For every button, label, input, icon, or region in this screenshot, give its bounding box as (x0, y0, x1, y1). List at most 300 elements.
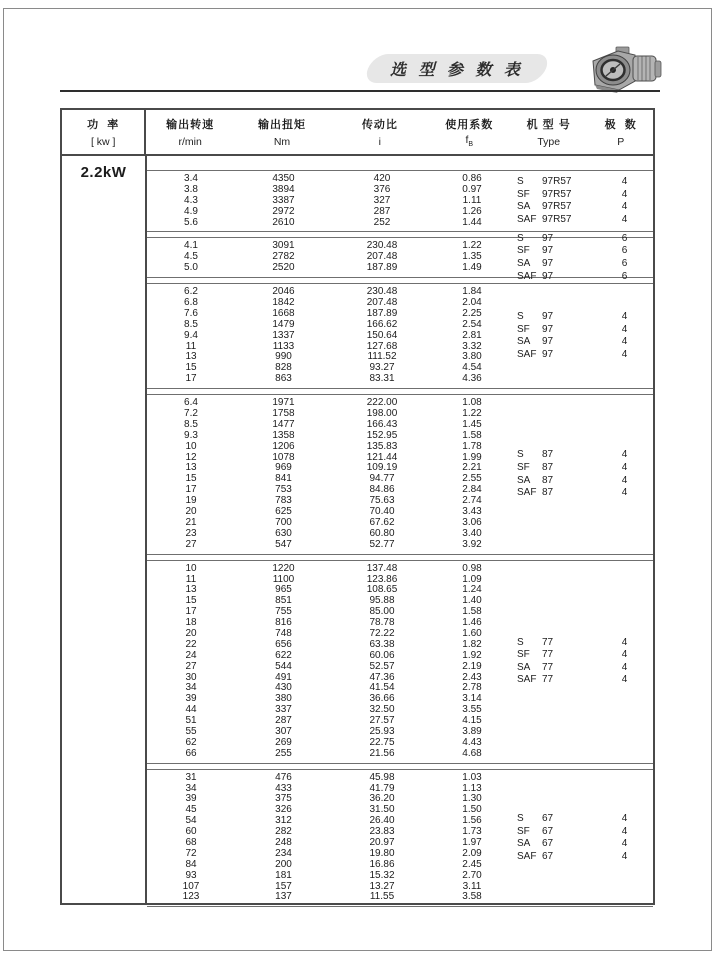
ratio-cell: 327 (373, 194, 391, 206)
header-output-speed (146, 110, 233, 154)
table-row (147, 564, 653, 575)
speed-cell: 19 (185, 495, 197, 507)
model-prefix: SF (517, 825, 530, 837)
table-row (147, 507, 653, 518)
table-row (147, 287, 653, 298)
torque-cell: 326 (275, 804, 292, 816)
speed-cell: 27 (185, 660, 197, 672)
torque-cell: 863 (275, 373, 292, 385)
header-poles-unit: P (617, 136, 625, 148)
type-row (512, 336, 657, 349)
header-output-torque (234, 110, 330, 154)
speed-cell: 55 (185, 725, 197, 737)
type-block (512, 813, 657, 863)
header-ratio-title: 传动比 (361, 119, 398, 131)
speed-cell: 27 (185, 538, 197, 550)
header-speed-unit: r/min (178, 136, 202, 148)
type-row (512, 825, 657, 838)
model-number: 77 (542, 661, 554, 673)
speed-cell: 68 (185, 836, 197, 848)
poles-value: 4 (621, 837, 628, 849)
type-row (512, 189, 657, 202)
table-row (147, 716, 653, 727)
data-group (147, 394, 653, 554)
speed-cell: 66 (185, 747, 197, 759)
factor-cell: 4.43 (462, 736, 482, 748)
poles-value: 6 (621, 245, 628, 257)
factor-cell: 1.50 (462, 804, 482, 816)
torque-cell: 433 (275, 782, 292, 794)
factor-cell: 3.32 (462, 340, 482, 352)
speed-cell: 13 (185, 462, 197, 474)
model-prefix: SA (517, 201, 531, 213)
factor-cell: 2.81 (462, 329, 482, 341)
factor-cell: 3.89 (462, 725, 482, 737)
poles-value: 4 (621, 850, 628, 862)
ratio-cell: 26.40 (369, 815, 395, 827)
table-row (147, 518, 653, 529)
speed-cell: 34 (185, 782, 197, 794)
type-block (512, 636, 657, 686)
factor-cell: 1.99 (462, 451, 482, 463)
model-prefix: SF (517, 188, 530, 200)
factor-cell: 2.04 (462, 297, 482, 309)
ratio-cell: 36.20 (369, 793, 395, 805)
speed-cell: 93 (185, 869, 197, 881)
speed-cell: 13 (185, 351, 197, 363)
factor-cell: 1.24 (462, 584, 482, 596)
torque-cell: 1337 (272, 329, 295, 341)
torque-cell: 1758 (272, 408, 295, 420)
header-rule (60, 90, 660, 92)
header-factor-unit: $f_B$ (465, 133, 474, 148)
ratio-cell: 16.86 (369, 858, 395, 870)
poles-value: 4 (621, 461, 628, 473)
table-row (147, 575, 653, 586)
factor-cell: 1.46 (462, 617, 482, 629)
torque-cell: 547 (275, 538, 292, 550)
torque-cell: 622 (275, 649, 292, 661)
speed-cell: 31 (185, 771, 197, 783)
speed-cell: 107 (182, 880, 200, 892)
factor-cell: 0.86 (462, 173, 482, 184)
type-row (512, 838, 657, 851)
type-block (512, 311, 657, 361)
factor-cell: 1.58 (462, 429, 482, 441)
torque-cell: 851 (275, 595, 292, 607)
speed-cell: 11 (185, 573, 197, 585)
type-row (512, 649, 657, 662)
table-row (147, 794, 653, 805)
table-row (147, 694, 653, 705)
speed-cell: 84 (185, 858, 197, 870)
ratio-cell: 121.44 (366, 451, 398, 463)
header-power (62, 110, 146, 154)
type-row (512, 487, 657, 500)
page-title-capsule (362, 54, 552, 83)
model-prefix: S (517, 232, 524, 244)
data-group (147, 769, 653, 908)
model-number: 97R57 (542, 176, 572, 188)
ratio-cell: 19.80 (369, 847, 395, 859)
speed-cell: 3.4 (184, 173, 198, 184)
speed-cell: 51 (185, 715, 197, 727)
table-row (147, 420, 653, 431)
torque-cell: 287 (275, 715, 292, 727)
data-group (147, 232, 653, 282)
torque-cell: 2520 (272, 262, 295, 274)
poles-value: 6 (621, 270, 628, 282)
factor-cell: 3.92 (462, 538, 482, 550)
header-ratio-unit: i (378, 136, 382, 148)
ratio-cell: 222.00 (366, 397, 398, 409)
model-number: 97R57 (542, 188, 572, 200)
ratio-cell: 230.48 (366, 240, 398, 252)
torque-cell: 1477 (272, 418, 295, 430)
type-row (512, 462, 657, 475)
model-prefix: SA (517, 661, 531, 673)
factor-cell: 4.68 (462, 747, 482, 759)
ratio-cell: 13.27 (369, 880, 395, 892)
speed-cell: 5.6 (184, 216, 198, 228)
page-title: 选 型 参 数 表 (390, 62, 524, 79)
ratio-cell: 187.89 (366, 262, 398, 274)
table-row (147, 882, 653, 893)
torque-cell: 248 (275, 836, 292, 848)
factor-cell: 2.70 (462, 869, 482, 881)
header-factor-title: 使用系数 (445, 119, 494, 131)
table-row (147, 398, 653, 409)
ratio-cell: 60.06 (369, 649, 395, 661)
model-number: 87 (542, 474, 554, 486)
model-number: 67 (542, 812, 554, 824)
factor-cell: 1.22 (462, 408, 482, 420)
model-prefix: SA (517, 257, 531, 269)
torque-cell: 1206 (272, 440, 295, 452)
torque-cell: 828 (275, 362, 292, 374)
poles-value: 4 (621, 176, 628, 188)
ratio-cell: 376 (373, 183, 391, 195)
header-power-unit: [ kw ] (90, 136, 116, 148)
poles-value: 4 (621, 636, 628, 648)
factor-cell: 3.14 (462, 693, 482, 705)
header-power-title: 功 率 (87, 119, 120, 131)
model-prefix: SF (517, 245, 530, 257)
header-torque-title: 输出扭矩 (258, 119, 307, 131)
ratio-cell: 152.95 (366, 429, 398, 441)
factor-cell: 1.60 (462, 627, 482, 639)
model-number: 77 (542, 649, 554, 661)
ratio-cell: 85.00 (369, 606, 395, 618)
ratio-cell: 137.48 (366, 562, 398, 574)
ratio-cell: 27.57 (369, 715, 395, 727)
torque-cell: 2972 (272, 205, 295, 217)
table-header-row (62, 110, 653, 156)
speed-cell: 15 (185, 595, 197, 607)
factor-cell: 3.11 (462, 880, 482, 892)
model-number: 97 (542, 245, 554, 257)
factor-cell: 3.40 (462, 527, 482, 539)
model-prefix: SAF (517, 674, 537, 686)
torque-cell: 783 (275, 495, 292, 507)
factor-cell: 3.43 (462, 506, 482, 518)
torque-cell: 1668 (272, 307, 295, 319)
torque-cell: 137 (275, 891, 292, 903)
factor-cell: 1.92 (462, 649, 482, 661)
table-row (147, 871, 653, 882)
factor-cell: 1.09 (462, 573, 482, 585)
model-prefix: S (517, 310, 524, 322)
speed-cell: 11 (185, 340, 197, 352)
factor-cell: 2.09 (462, 847, 482, 859)
torque-cell: 157 (275, 880, 292, 892)
factor-cell: 3.80 (462, 351, 482, 363)
speed-cell: 5.0 (184, 262, 198, 274)
speed-cell: 13 (185, 584, 197, 596)
speed-cell: 17 (185, 606, 197, 618)
speed-cell: 23 (185, 527, 197, 539)
model-prefix: SF (517, 323, 530, 335)
model-number: 87 (542, 486, 554, 498)
model-prefix: SAF (517, 213, 537, 225)
speed-cell: 17 (185, 484, 197, 496)
poles-value: 4 (621, 674, 628, 686)
type-row (512, 324, 657, 337)
table-row (147, 431, 653, 442)
model-number: 97 (542, 336, 554, 348)
ratio-cell: 22.75 (369, 736, 395, 748)
factor-cell: 1.35 (462, 251, 482, 263)
poles-value: 4 (621, 474, 628, 486)
factor-cell: 1.13 (462, 782, 482, 794)
torque-cell: 630 (275, 527, 292, 539)
torque-cell: 269 (275, 736, 292, 748)
factor-cell: 1.82 (462, 638, 482, 650)
ratio-cell: 11.55 (369, 891, 395, 903)
ratio-cell: 70.40 (369, 506, 395, 518)
factor-cell: 1.03 (462, 771, 482, 783)
ratio-cell: 108.65 (366, 584, 398, 596)
header-poles-title: 极 数 (604, 119, 637, 131)
torque-cell: 1842 (272, 297, 295, 309)
gearmotor-image (588, 44, 664, 94)
type-row (512, 270, 657, 283)
table-row (147, 540, 653, 551)
speed-cell: 44 (185, 704, 197, 716)
ratio-cell: 187.89 (366, 307, 398, 319)
torque-cell: 2782 (272, 251, 295, 263)
ratio-cell: 198.00 (366, 408, 398, 420)
torque-cell: 990 (275, 351, 292, 363)
model-prefix: SAF (517, 486, 537, 498)
factor-cell: 1.30 (462, 793, 482, 805)
ratio-cell: 41.79 (369, 782, 395, 794)
speed-cell: 3.8 (184, 183, 198, 195)
model-number: 97 (542, 257, 554, 269)
data-group (147, 283, 653, 389)
factor-cell: 1.22 (462, 240, 482, 252)
speed-cell: 45 (185, 804, 197, 816)
ratio-cell: 45.98 (369, 771, 395, 783)
poles-value: 4 (621, 188, 628, 200)
speed-cell: 8.5 (184, 418, 198, 430)
speed-cell: 4.5 (184, 251, 198, 263)
factor-cell: 4.54 (462, 362, 482, 374)
speed-cell: 60 (185, 826, 197, 838)
model-number: 87 (542, 449, 554, 461)
model-prefix: SA (517, 837, 531, 849)
table-row (147, 727, 653, 738)
header-model-type (509, 110, 588, 154)
torque-cell: 255 (275, 747, 292, 759)
factor-cell: 2.84 (462, 484, 482, 496)
factor-cell: 2.19 (462, 660, 482, 672)
ratio-cell: 52.57 (369, 660, 395, 672)
type-block (512, 176, 657, 226)
speed-cell: 15 (185, 362, 197, 374)
type-row (512, 662, 657, 675)
torque-cell: 3091 (272, 240, 295, 252)
poles-value: 4 (621, 812, 628, 824)
ratio-cell: 21.56 (369, 747, 395, 759)
table-row (147, 374, 653, 385)
torque-cell: 625 (275, 506, 292, 518)
model-number: 97 (542, 323, 554, 335)
factor-cell: 2.55 (462, 473, 482, 485)
model-number: 97 (542, 232, 554, 244)
factor-cell: 1.56 (462, 815, 482, 827)
table-row (147, 363, 653, 374)
poles-value: 4 (621, 310, 628, 322)
speed-cell: 30 (185, 671, 197, 683)
factor-cell: 0.97 (462, 183, 482, 195)
table-row (147, 892, 653, 903)
type-row (512, 474, 657, 487)
speed-cell: 6.8 (184, 297, 198, 309)
header-type-unit: Type (537, 136, 561, 148)
header-type-title: 机 型 号 (526, 119, 571, 131)
model-prefix: SAF (517, 270, 537, 282)
type-row (512, 176, 657, 189)
torque-cell: 307 (275, 725, 292, 737)
model-number: 67 (542, 825, 554, 837)
speed-cell: 18 (185, 617, 197, 629)
type-row (512, 233, 657, 246)
factor-cell: 1.73 (462, 826, 482, 838)
ratio-cell: 75.63 (369, 495, 395, 507)
speed-cell: 20 (185, 627, 197, 639)
data-groups (147, 156, 653, 905)
factor-cell: 1.97 (462, 836, 482, 848)
torque-cell: 1100 (272, 573, 295, 585)
speed-cell: 21 (185, 516, 197, 528)
poles-value: 6 (621, 232, 628, 244)
ratio-cell: 252 (373, 216, 391, 228)
header-speed-title: 输出转速 (166, 119, 215, 131)
type-block (512, 449, 657, 499)
ratio-cell: 63.38 (369, 638, 395, 650)
torque-cell: 3387 (272, 194, 295, 206)
type-row (512, 258, 657, 271)
data-group (147, 170, 653, 232)
table-row (147, 585, 653, 596)
ratio-cell: 207.48 (366, 297, 398, 309)
factor-cell: 4.15 (462, 715, 482, 727)
poles-value: 4 (621, 649, 628, 661)
torque-cell: 656 (275, 638, 292, 650)
type-row (512, 201, 657, 214)
type-row (512, 245, 657, 258)
table-row (147, 738, 653, 749)
model-prefix: SF (517, 649, 530, 661)
type-row (512, 214, 657, 227)
factor-cell: 1.40 (462, 595, 482, 607)
factor-cell: 1.78 (462, 440, 482, 452)
data-group (147, 560, 653, 764)
factor-cell: 1.45 (462, 418, 482, 430)
factor-cell: 2.45 (462, 858, 482, 870)
model-number: 67 (542, 837, 554, 849)
ratio-cell: 32.50 (369, 704, 395, 716)
torque-cell: 200 (275, 858, 292, 870)
model-number: 77 (542, 674, 554, 686)
torque-cell: 3894 (272, 183, 295, 195)
ratio-cell: 31.50 (369, 804, 395, 816)
ratio-cell: 52.77 (369, 538, 395, 550)
type-row (512, 851, 657, 864)
ratio-cell: 84.86 (369, 484, 395, 496)
torque-cell: 2610 (272, 216, 295, 228)
power-value: 2.2kW (80, 164, 127, 181)
factor-cell: 4.36 (462, 373, 482, 385)
model-number: 97R57 (542, 213, 572, 225)
header-service-factor (430, 110, 509, 154)
ratio-cell: 72.22 (369, 627, 395, 639)
torque-cell: 969 (275, 462, 292, 474)
table-row (147, 607, 653, 618)
torque-cell: 748 (275, 627, 292, 639)
factor-cell: 1.58 (462, 606, 482, 618)
factor-cell: 2.21 (462, 462, 482, 474)
speed-cell: 8.5 (184, 318, 198, 330)
factor-cell: 3.58 (462, 891, 482, 903)
ratio-cell: 47.36 (369, 671, 395, 683)
model-prefix: S (517, 449, 524, 461)
header-poles (588, 110, 653, 154)
ratio-cell: 111.52 (367, 351, 397, 363)
torque-cell: 1220 (272, 562, 295, 574)
speed-cell: 4.3 (184, 194, 198, 206)
speed-cell: 15 (185, 473, 197, 485)
torque-cell: 4350 (272, 173, 295, 184)
ratio-cell: 135.83 (366, 440, 398, 452)
factor-cell: 2.43 (462, 671, 482, 683)
header-ratio (330, 110, 429, 154)
torque-cell: 181 (275, 869, 292, 881)
ratio-cell: 25.93 (369, 725, 395, 737)
factor-cell: 2.54 (462, 318, 482, 330)
table-row (147, 784, 653, 795)
ratio-cell: 20.97 (369, 836, 395, 848)
type-row (512, 311, 657, 324)
ratio-cell: 41.54 (369, 682, 395, 694)
model-prefix: SF (517, 461, 530, 473)
torque-cell: 337 (275, 704, 292, 716)
torque-cell: 2046 (272, 286, 295, 298)
speed-cell: 7.2 (184, 408, 198, 420)
speed-cell: 6.4 (184, 397, 198, 409)
ratio-cell: 207.48 (366, 251, 398, 263)
